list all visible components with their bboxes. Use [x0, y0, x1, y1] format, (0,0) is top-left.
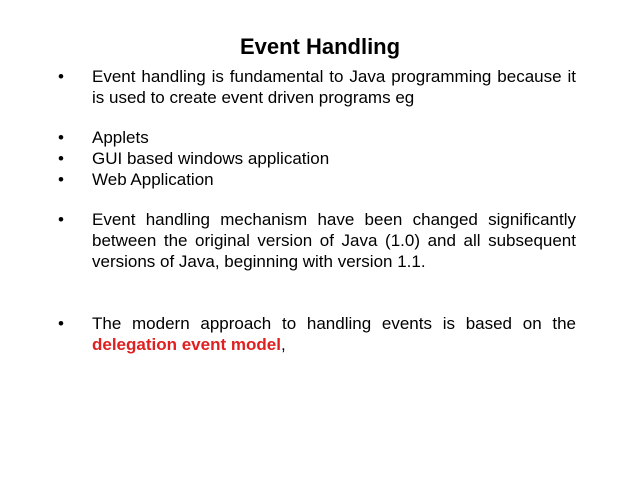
bullet-text: Event handling is fundamental to Java programming because it is used to create event driven programs eg	[92, 67, 576, 107]
bullet-marker: •	[58, 210, 64, 229]
bullet-marker: •	[58, 67, 64, 86]
bullet-text: GUI based windows application	[92, 149, 330, 168]
bullet-marker: •	[58, 170, 64, 189]
bullet-text	[92, 313, 576, 355]
bullet-text: Web Application	[92, 170, 214, 189]
bullet-text-before: The modern approach to handling events is based on the	[92, 314, 576, 333]
bullet-marker: •	[58, 128, 64, 147]
bullet-text-after: ,	[280, 335, 286, 354]
bullet-marker: •	[58, 149, 64, 168]
highlighted-term: delegation event model	[92, 335, 281, 354]
bullet-text: Event handling mechanism have been changed significantly between the original version of Java (1.0) and all subsequent versions of Java, beginning with version 1.1.	[92, 210, 576, 271]
bullet-text: Applets	[92, 128, 149, 147]
bullet-marker: •	[58, 314, 64, 333]
slide-title: Event Handling	[239, 34, 401, 59]
